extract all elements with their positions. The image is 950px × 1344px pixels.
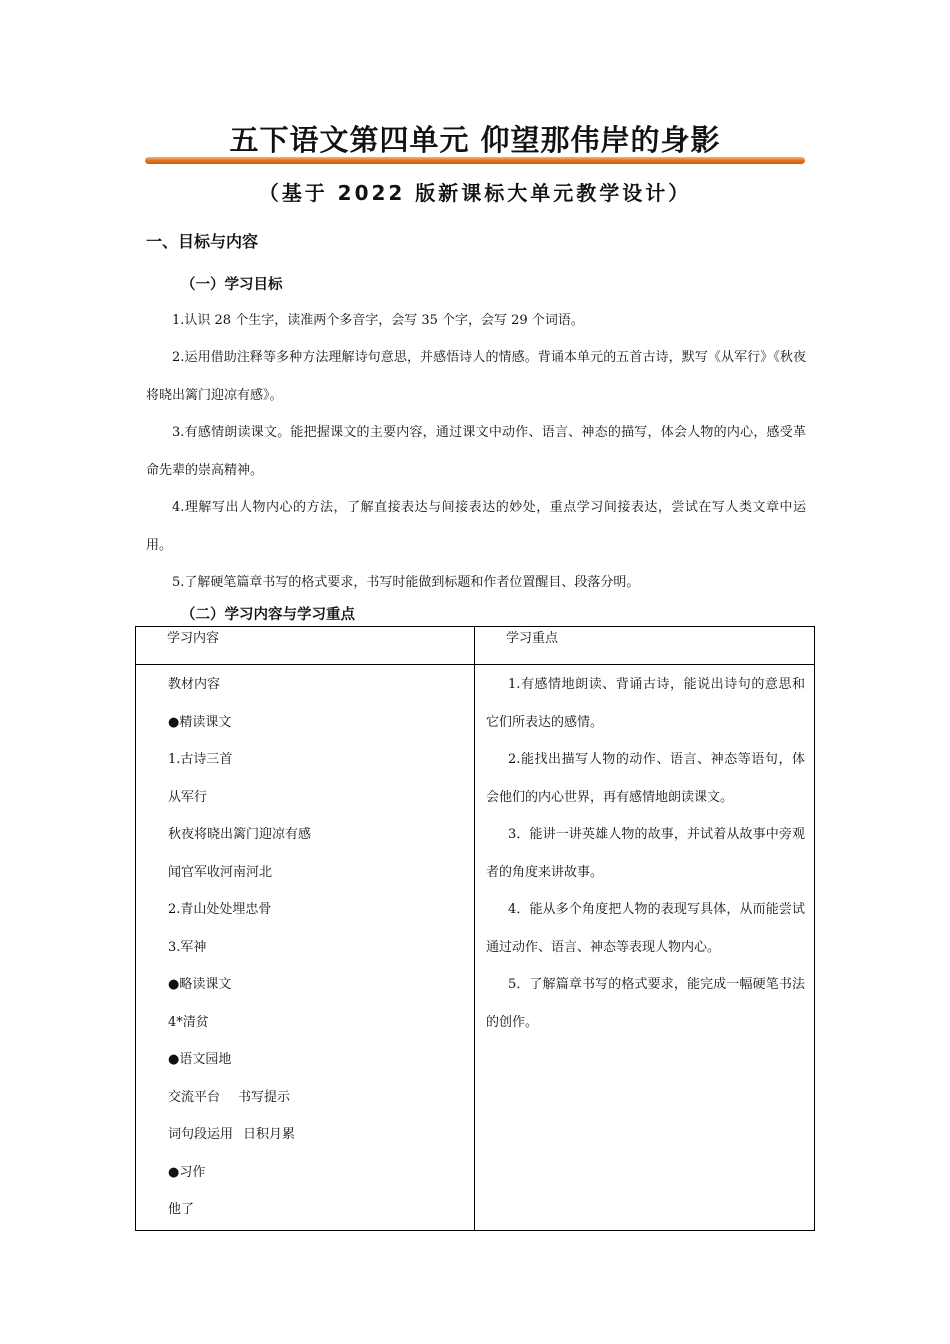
learning-focus-cell [475, 665, 815, 1231]
goal-item-1: 1.认识 28 个生字，读准两个多音字，会写 35 个字，会写 29 个词语。 [172, 313, 584, 328]
content-focus-table [135, 626, 815, 1231]
goal-item-2: 2.运用借助注释等多种方法理解诗句意思，并感悟诗人的情感。背诵本单元的五首古诗，默写《从军行》《秋夜将晓出篱门迎凉有感》。 [146, 350, 806, 403]
goal-item-4: 4.理解写出人物内心的方法，了解直接表达与间接表达的妙处，重点学习间接表达，尝试在写人类文章中运用。 [146, 500, 806, 553]
list-item: 3．能讲一讲英雄人物的故事，并试着从故事中旁观者的角度来讲故事。 [486, 827, 805, 880]
table-header-row [136, 627, 815, 665]
list-item: 闻官军收河南河北 [168, 864, 273, 880]
list-item: ●语文园地 [168, 1052, 232, 1067]
document-subtitle: （基于 2022 版新课标大单元教学设计） [258, 181, 692, 205]
title-underline-bar [145, 157, 805, 164]
list-item: 从军行 [168, 789, 208, 805]
section-heading-goals-content: 一、目标与内容 [146, 232, 259, 251]
list-item: 4．能从多个角度把人物的表现写具体，从而能尝试通过动作、语言、神态等表现人物内心。 [486, 902, 805, 955]
list-item: 2.能找出描写人物的动作、语言、神态等语句，体会他们的内心世界，再有感情地朗读课文。 [486, 752, 805, 805]
subsection-heading-content-focus: （二）学习内容与学习重点 [181, 607, 355, 623]
table-body-row [136, 665, 815, 1231]
list-item: ●略读课文 [168, 977, 232, 992]
goal-item-5: 5.了解硬笔篇章书写的格式要求，书写时能做到标题和作者位置醒目、段落分明。 [172, 575, 640, 590]
list-item: ●习作 [168, 1164, 206, 1180]
list-item: 交流平台 书写提示 [168, 1089, 291, 1105]
learning-content-list [137, 666, 473, 1229]
table-header-cell-content: 学习内容 [136, 627, 475, 665]
list-item: 1.有感情地朗读、背诵古诗，能说出诗句的意思和它们所表达的感情。 [486, 677, 805, 730]
table-header-cell-focus: 学习重点 [475, 627, 815, 665]
list-item: 他了 [168, 1202, 195, 1217]
learning-content-cell [136, 665, 475, 1231]
list-item: 2.青山处处埋忠骨 [168, 902, 272, 917]
list-item: 1.古诗三首 [168, 752, 233, 767]
list-item: 5．了解篇章书写的格式要求，能完成一幅硬笔书法的创作。 [486, 977, 805, 1030]
list-item: 教材内容 [168, 677, 221, 692]
list-item: 秋夜将晓出篱门迎凉有感 [168, 827, 312, 842]
list-item: 词句段运用 日积月累 [168, 1127, 296, 1142]
subsection-heading-learning-goals: （一）学习目标 [181, 277, 283, 293]
learning-focus-list [476, 666, 813, 1041]
list-item: 4*清贫 [168, 1014, 209, 1030]
goal-item-3: 3.有感情朗读课文。能把握课文的主要内容，通过课文中动作、语言、神态的描写，体会人物的内心，感受革命先辈的崇高精神。 [146, 425, 806, 478]
list-item: 3.军神 [168, 939, 207, 955]
list-item: ●精读课文 [168, 714, 232, 730]
document-title: 五下语文第四单元 仰望那伟岸的身影 [229, 123, 721, 157]
